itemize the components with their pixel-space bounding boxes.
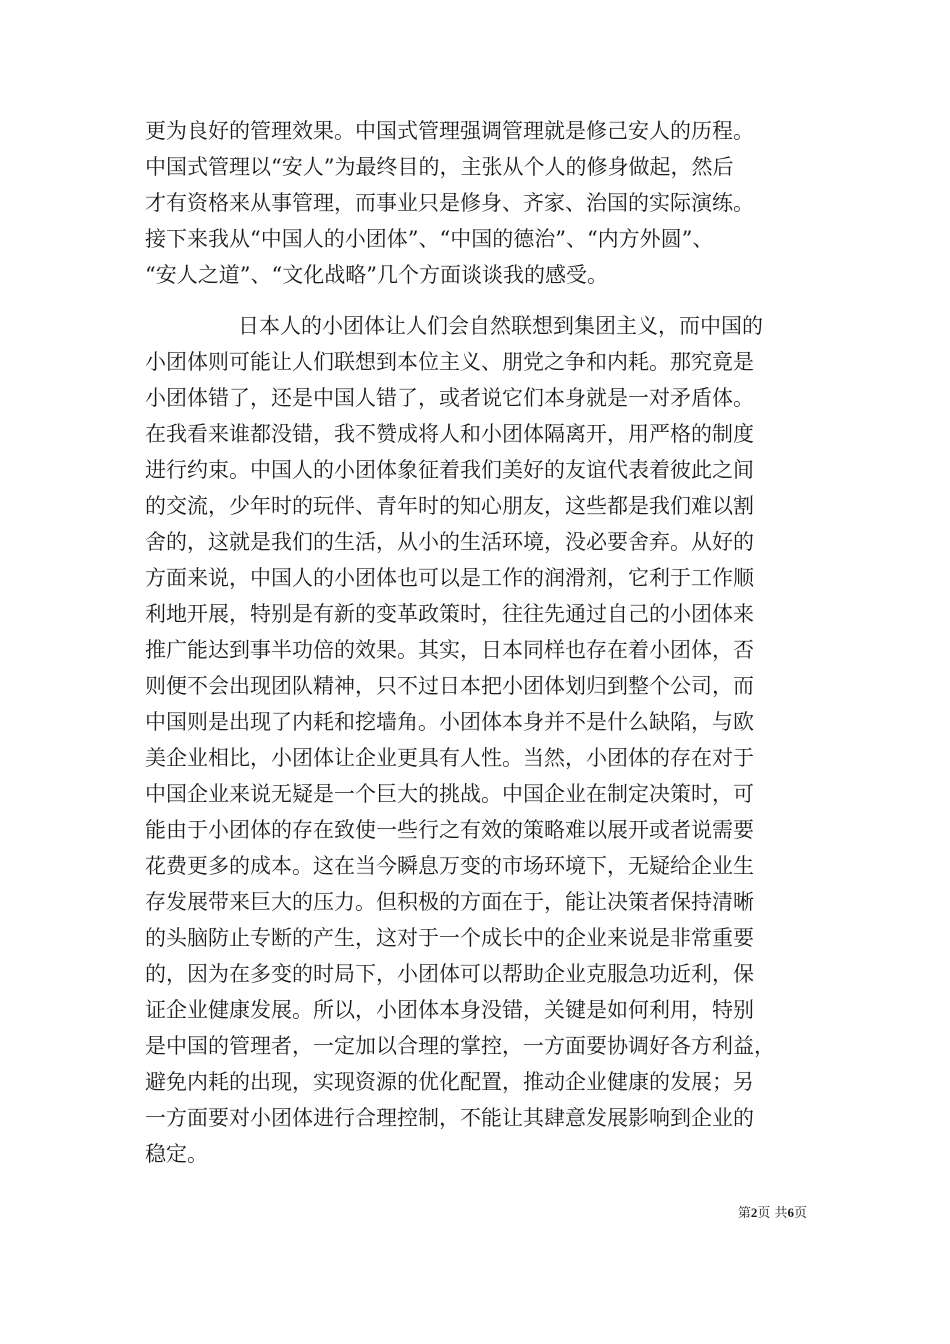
footer-total-pages: 6 [787, 1205, 794, 1220]
paragraph-line: 中国企业来说无疑是一个巨大的挑战。中国企业在制定决策时，可 [145, 782, 754, 806]
footer-current-page: 2 [750, 1205, 758, 1220]
footer-middle: 页 共 [757, 1206, 788, 1221]
paragraph-line: 避免内耗的出现，实现资源的优化配置，推动企业健康的发展；另 [145, 1070, 754, 1094]
paragraph-line: 证企业健康发展。所以，小团体本身没错，关键是如何利用，特别 [145, 998, 754, 1022]
paragraph-1 [145, 113, 825, 293]
paragraph-line: 中国则是出现了内耗和挖墙角。小团体本身并不是什么缺陷，与欧 [145, 710, 754, 734]
paragraph-line: 中国式管理以“安人”为最终目的，主张从个人的修身做起，然后 [145, 155, 734, 179]
paragraph-line: 接下来我从“中国人的小团体”、“中国的德治”、“内方外圆”、 [145, 227, 714, 251]
paragraph-line: 舍的，这就是我们的生活，从小的生活环境，没必要舍弃。从好的 [145, 530, 754, 554]
footer-suffix: 页 [793, 1206, 807, 1221]
page-footer [738, 1204, 807, 1223]
paragraph-line: 进行约束。中国人的小团体象征着我们美好的友谊代表着彼此之间 [145, 458, 754, 482]
paragraph-line: 利地开展，特别是有新的变革政策时，往往先通过自己的小团体来 [145, 602, 754, 626]
paragraph-line: 能由于小团体的存在致使一些行之有效的策略难以展开或者说需要 [145, 818, 754, 842]
paragraph-line: 更为良好的管理效果。中国式管理强调管理就是修己安人的历程。 [145, 119, 754, 143]
paragraph-2 [145, 308, 825, 1172]
paragraph-line: 日本人的小团体让人们会自然联想到集团主义，而中国的 [238, 314, 763, 338]
paragraph-line: 的，因为在多变的时局下，小团体可以帮助企业克服急功近利，保 [145, 962, 754, 986]
paragraph-line: 的头脑防止专断的产生，这对于一个成长中的企业来说是非常重要 [145, 926, 754, 950]
paragraph-line: 一方面要对小团体进行合理控制，不能让其肆意发展影响到企业的 [145, 1106, 754, 1130]
paragraph-line: 小团体则可能让人们联想到本位主义、朋党之争和内耗。那究竟是 [145, 350, 754, 374]
paragraph-line: 方面来说，中国人的小团体也可以是工作的润滑剂，它利于工作顺 [145, 566, 754, 590]
paragraph-line: 才有资格来从事管理，而事业只是修身、齐家、治国的实际演练。 [145, 191, 754, 215]
paragraph-line: 的交流，少年时的玩伴、青年时的知心朋友，这些都是我们难以割 [145, 494, 754, 518]
paragraph-line: “安人之道”、“文化战略”几个方面谈谈我的感受。 [145, 263, 608, 287]
paragraph-line: 存发展带来巨大的压力。但积极的方面在于，能让决策者保持清晰 [145, 890, 754, 914]
paragraph-line: 美企业相比，小团体让企业更具有人性。当然，小团体的存在对于 [145, 746, 754, 770]
paragraph-line: 则便不会出现团队精神，只不过日本把小团体划归到整个公司，而 [145, 674, 754, 698]
paragraph-line: 是中国的管理者，一定加以合理的掌控，一方面要协调好各方利益， [145, 1034, 775, 1058]
paragraph-line: 推广能达到事半功倍的效果。其实，日本同样也存在着小团体，否 [145, 638, 754, 662]
paragraph-line: 小团体错了，还是中国人错了，或者说它们本身就是一对矛盾体。 [145, 386, 754, 410]
footer-prefix: 第 [737, 1206, 751, 1221]
paragraph-line: 在我看来谁都没错，我不赞成将人和小团体隔离开，用严格的制度 [145, 422, 754, 446]
paragraph-line: 花费更多的成本。这在当今瞬息万变的市场环境下，无疑给企业生 [145, 854, 754, 878]
paragraph-line: 稳定。 [145, 1142, 208, 1166]
